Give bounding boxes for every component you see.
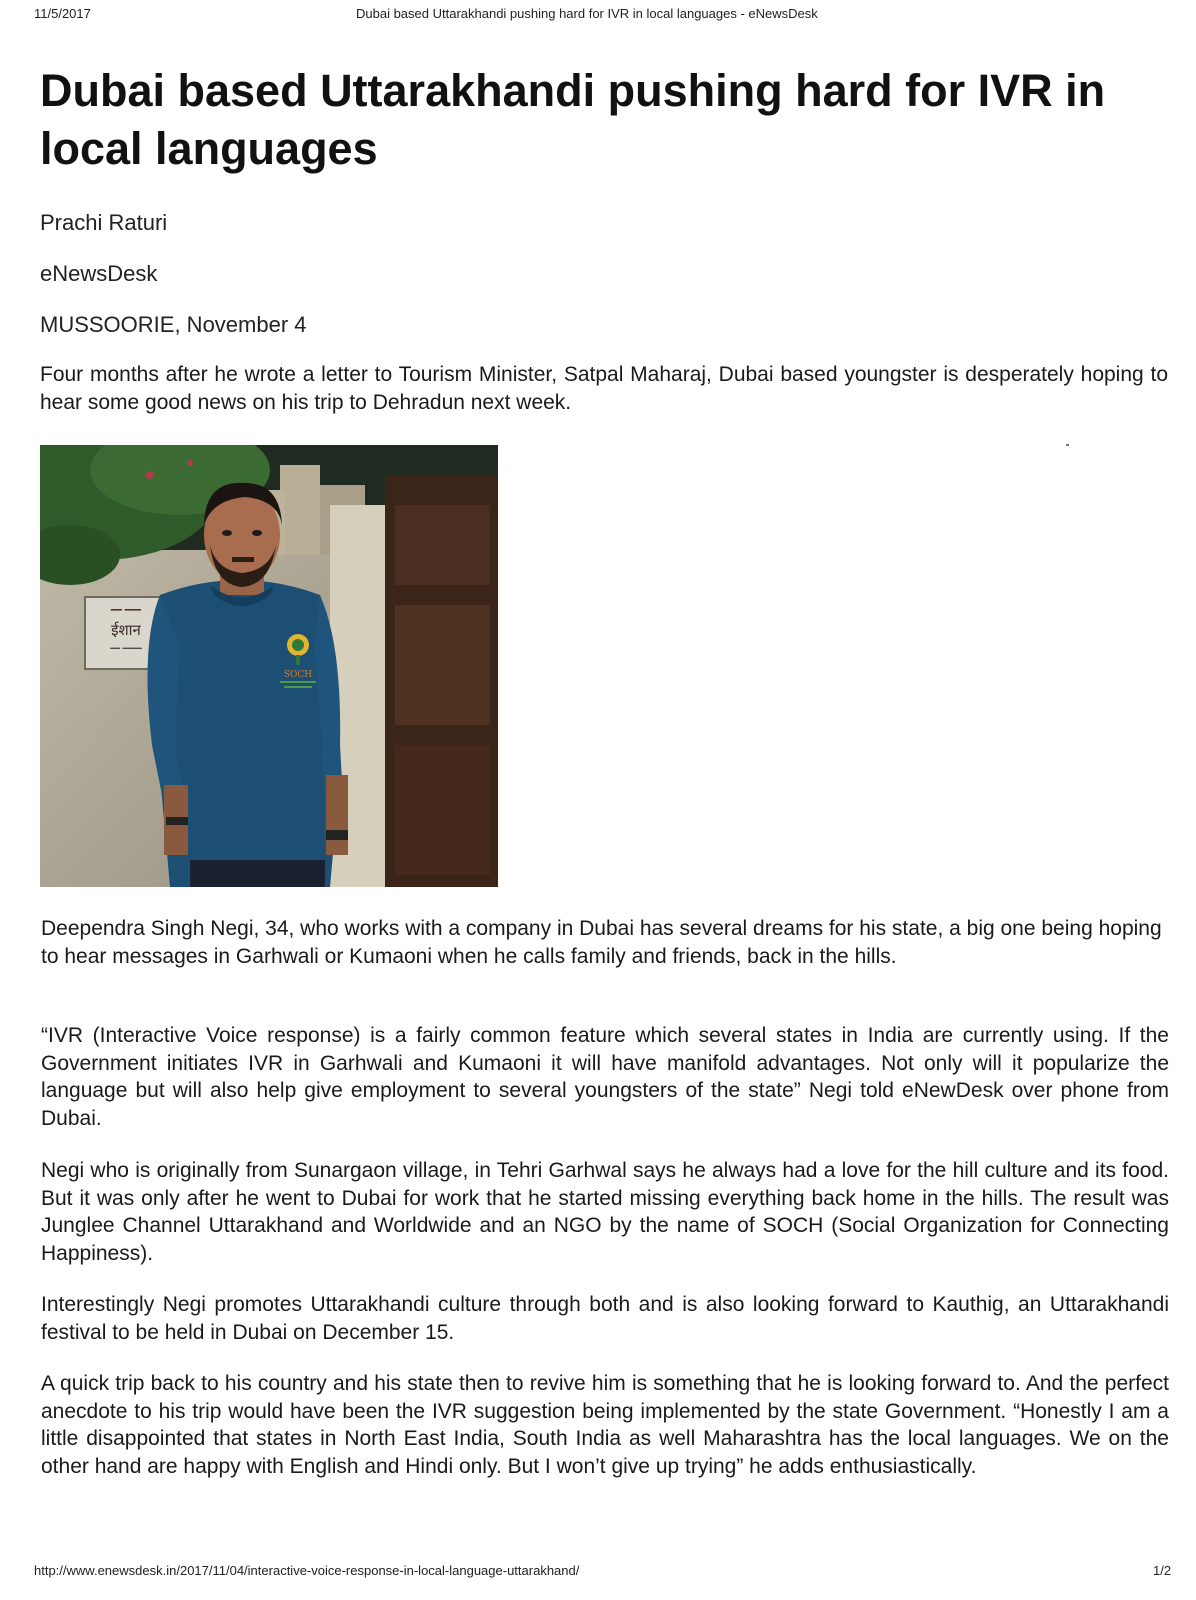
- svg-text:━━ ━━━━: ━━ ━━━━: [110, 644, 142, 653]
- article-outlet: eNewsDesk: [40, 261, 158, 286]
- scan-speck: [1066, 444, 1069, 446]
- print-date: 11/5/2017: [34, 6, 91, 21]
- svg-text:━━ ━━━: ━━ ━━━: [111, 606, 141, 616]
- article-paragraph: Negi who is originally from Sunargaon village, in Tehri Garhwal says he always had a love for the hill culture and its food. But it was only after he went to Dubai for work that he started missing everything back home in the hills. The result was Junglee Channel Uttarakhand and Worldwide and an NGO by the name of SOCH (Social Organization for Connecting Happiness).: [41, 1159, 1169, 1265]
- article-paragraph: “IVR (Interactive Voice response) is a fairly common feature which several states in India are currently using. If the Government initiates IVR in Garhwali and Kumaoni it will have manifold advantages. Not only will it popularize the language but will also help give employment to several youngsters of the state” Negi told eNewDesk over phone from Dubai.: [41, 1024, 1169, 1130]
- footer-url: http://www.enewsdesk.in/2017/11/04/interactive-voice-response-in-local-language-uttarakhand/: [34, 1563, 580, 1578]
- article-paragraph: Interestingly Negi promotes Uttarakhandi culture through both and is also looking forward to Kauthig, an Uttarakhandi festival to be held in Dubai on December 15.: [41, 1293, 1169, 1344]
- print-page-title: Dubai based Uttarakhandi pushing hard for IVR in local languages - eNewsDesk: [356, 6, 818, 21]
- article-photo: [40, 445, 498, 887]
- photo-sign-text: ईशान: [111, 621, 141, 639]
- article-author: Prachi Raturi: [40, 210, 168, 235]
- article-lead-paragraph: Four months after he wrote a letter to Tourism Minister, Satpal Maharaj, Dubai based youngster is desperately hoping to hear some good news on his trip to Dehradun next week.: [40, 363, 1168, 414]
- article-paragraph: Deependra Singh Negi, 34, who works with a company in Dubai has several dreams for his state, a big one being hoping to hear messages in Garhwali or Kumaoni when he calls family and friends, back in the hills.: [41, 917, 1162, 968]
- photo-shirt-logo-text: SOCH: [283, 670, 313, 680]
- article-headline: Dubai based Uttarakhandi pushing hard for IVR in local languages: [40, 65, 1106, 174]
- article-dateline: MUSSOORIE, November 4: [40, 312, 307, 337]
- print-header: [0, 6, 1196, 26]
- footer-page-number: 1/2: [1153, 1563, 1172, 1578]
- article-paragraph: A quick trip back to his country and his state then to revive him is something that he is looking forward to. And the perfect anecdote to his trip would have been the IVR suggestion being implemented by the state Government. “Honestly I am a little disappointed that states in North East India, South India as well Maharashtra has the local languages. We on the other hand are happy with English and Hindi only. But I won’t give up trying” he adds enthusiastically.: [41, 1372, 1169, 1478]
